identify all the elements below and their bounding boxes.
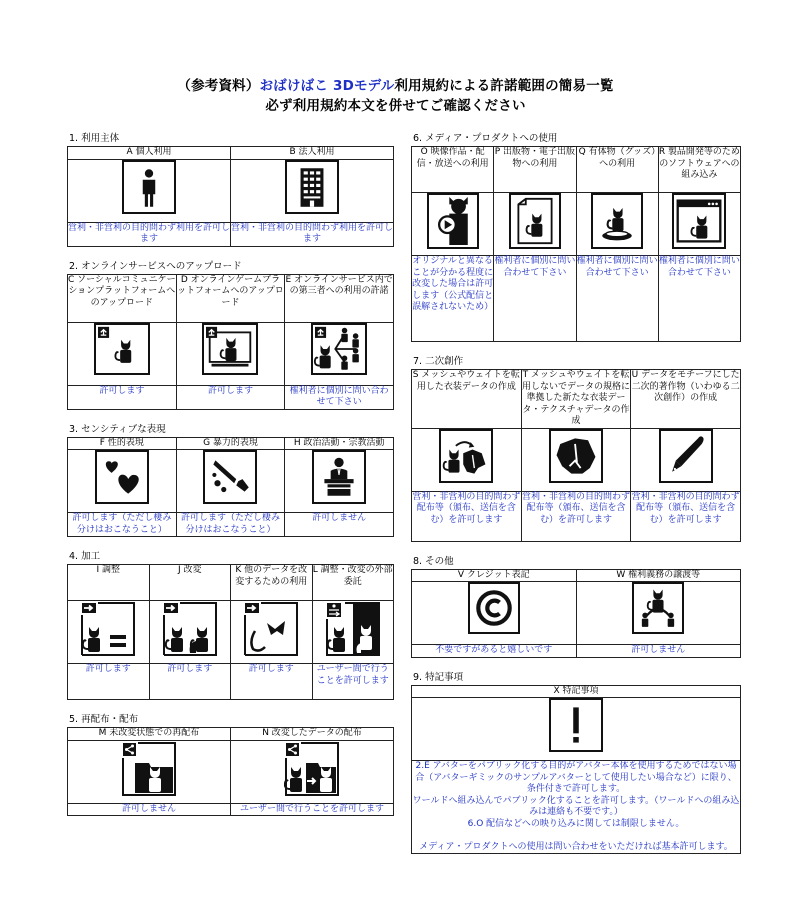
header-j: J 改変 [149, 565, 231, 601]
costume-transfer-icon [439, 429, 493, 483]
section-7-label: 7. 二次創作 [413, 356, 464, 367]
section-8-label: 8. その他 [413, 555, 454, 567]
header-x: X 特記事項 [412, 685, 741, 698]
upload-share-icon [311, 323, 367, 375]
result-j: 許可します [149, 664, 231, 700]
section-2-label: 2. オンラインサービスへのアップロード [69, 260, 242, 272]
result-b: 営利・非営利の目的問わず利用を許可します [231, 222, 394, 244]
software-window-icon [672, 193, 726, 249]
section-4-table [67, 564, 394, 700]
outsource-icon [325, 601, 381, 657]
result-w: 許可しません [576, 645, 741, 658]
knife-icon [203, 450, 257, 504]
modify-icon [162, 601, 218, 657]
result-t: 営利・非営利の目的問わず配布等（頒布、送信を含む）を許可します [521, 491, 631, 541]
result-f: 許可します（ただし棲み分けはおこなうこと） [68, 513, 177, 537]
section-6-label: 6. メディア・プロダクトへの使用 [413, 133, 558, 144]
section-5-table [67, 727, 394, 816]
result-e: 権利者に個別に問い合わせて下さい [285, 385, 394, 409]
header-o: O 映像作品・配信・放送への利用 [412, 147, 494, 193]
upload-monitor-icon [202, 323, 258, 375]
header-m: M 未改変状態での再配布 [68, 728, 231, 741]
hearts-icon [95, 450, 149, 504]
header-i: I 調整 [68, 565, 150, 601]
result-q: 権利者に個別に問い合わせて下さい [576, 256, 658, 342]
pen-nib-icon [659, 429, 713, 483]
header-s: S メッシュやウェイトを転用した衣装データの作成 [412, 370, 522, 429]
note-line: メディア・プロダクトへの使用は問い合わせをいただければ基本許可します。 [419, 841, 733, 852]
person-icon [122, 160, 176, 214]
header-a: A 個人利用 [68, 147, 231, 160]
title-prefix: （参考資料） [177, 78, 260, 94]
header-u: U データをモチーフにした二次的著作物（いわゆる二次創作）の作成 [631, 370, 741, 429]
header-g: G 暴力的表現 [176, 437, 285, 450]
header-v: V クレジット表記 [412, 569, 577, 582]
costume-icon [549, 429, 603, 483]
share-folder-icon [121, 741, 177, 797]
note-line: 2.E アバターをパブリック化する目的がアバター本体を使用するためではない場合（アバターギミックのサンプルアバターとして使用したい場合など）に限り、条件付きで許可します。 [415, 761, 737, 794]
document-title [0, 76, 791, 116]
header-r: R 製品開発等のためのソフトウェアへの組み込み [658, 147, 740, 193]
header-d: D オンラインゲームプラットフォームへのアップロード [176, 274, 285, 322]
result-h: 許可しません [285, 513, 394, 537]
result-v: 不要ですがあると嬉しいです [412, 645, 577, 658]
result-m: 許可しません [68, 803, 231, 816]
figure-stand-icon [591, 193, 643, 249]
header-t: T メッシュやウェイトを転用しないでデータの規格に準拠した新たな衣装データ・テクスチャデータの作成 [521, 370, 630, 426]
copyright-icon [468, 582, 520, 634]
header-n: N 改変したデータの配布 [231, 728, 394, 741]
header-q: Q 有体物（グッズ）への利用 [576, 147, 658, 193]
result-g: 許可します（ただし棲み分けはおこなうこと） [176, 513, 285, 537]
section-9-label: 9. 特記事項 [413, 671, 464, 683]
section-3-table [67, 437, 394, 538]
header-p: P 出版物・電子出版物への利用 [494, 147, 576, 193]
header-w: W 権利義務の譲渡等 [576, 569, 741, 582]
header-c: C ソーシャルコミュニケーションプラットフォームへのアップロード [68, 274, 177, 322]
result-o: オリジナルと異なることが分かる程度に改変した場合は許可します（公式配信と誤解されないため） [412, 256, 494, 342]
title-suffix: 利用規約による許諾範囲の簡易一覧 [394, 78, 614, 94]
section-6-table [411, 146, 741, 342]
section-5-label: 5. 再配布・配布 [69, 714, 139, 725]
exclamation-icon [549, 698, 603, 752]
section-3-label: 3. センシティブな表現 [69, 423, 166, 435]
left-column [67, 133, 394, 830]
upload-avatar-icon [94, 323, 150, 375]
section-9-table [411, 685, 741, 855]
building-icon [285, 160, 339, 214]
title-brand: おばけばこ 3Dモデル [259, 78, 395, 94]
result-s: 営利・非営利の目的問わず配布等（頒布、送信を含む）を許可します [412, 491, 522, 541]
share-modified-icon [284, 741, 340, 797]
header-f: F 性的表現 [68, 437, 177, 450]
section-7-table [411, 369, 741, 542]
result-i: 許可します [68, 664, 150, 700]
header-l: L 調整・改変の外部委託 [312, 565, 394, 601]
document-avatar-icon [509, 193, 561, 249]
result-c: 許可します [68, 385, 177, 409]
note-spacer [412, 830, 740, 842]
result-n: ユーザー間で行うことを許可します [231, 803, 394, 816]
header-e: E オンラインサービス内での第三者への利用の許諾 [285, 274, 394, 322]
result-k: 許可します [231, 664, 313, 700]
section-4-label: 4. 加工 [69, 551, 101, 562]
result-r: 権利者に個別に問い合わせて下さい [658, 256, 740, 342]
parts-reuse-icon [243, 601, 299, 657]
section-2-table [67, 274, 394, 410]
video-play-icon [427, 193, 479, 249]
header-h: H 政治活動・宗教活動 [285, 437, 394, 450]
result-p: 権利者に個別に問い合わせて下さい [494, 256, 576, 342]
result-d: 許可します [176, 385, 285, 409]
right-column [411, 133, 741, 868]
result-a: 営利・非営利の目的問わず利用を許可します [68, 222, 231, 244]
result-u: 営利・非営利の目的問わず配布等（頒布、送信を含む）を許可します [631, 491, 741, 541]
title-subtitle: 必ず利用規約本文を併せてご確認ください [265, 98, 526, 114]
header-b: B 法人利用 [231, 147, 394, 160]
header-k: K 他のデータを改変するための利用 [231, 565, 313, 601]
special-notes [412, 761, 741, 854]
podium-speaker-icon [312, 450, 366, 504]
note-line: 6.O 配信などへの映り込みに関しては制限しません。 [467, 818, 685, 829]
section-1-table [67, 146, 394, 247]
adjust-equal-icon [80, 601, 136, 657]
section-8-table [411, 569, 741, 658]
note-line: ワールドへ組み込んでパブリック化することを許可します。（ワールドへの組み込みは連絡も不要です。） [412, 795, 740, 817]
result-l: ユーザー間で行うことを許可します [312, 664, 394, 700]
transfer-rights-icon [632, 582, 684, 634]
section-1-label: 1. 利用主体 [69, 133, 120, 144]
